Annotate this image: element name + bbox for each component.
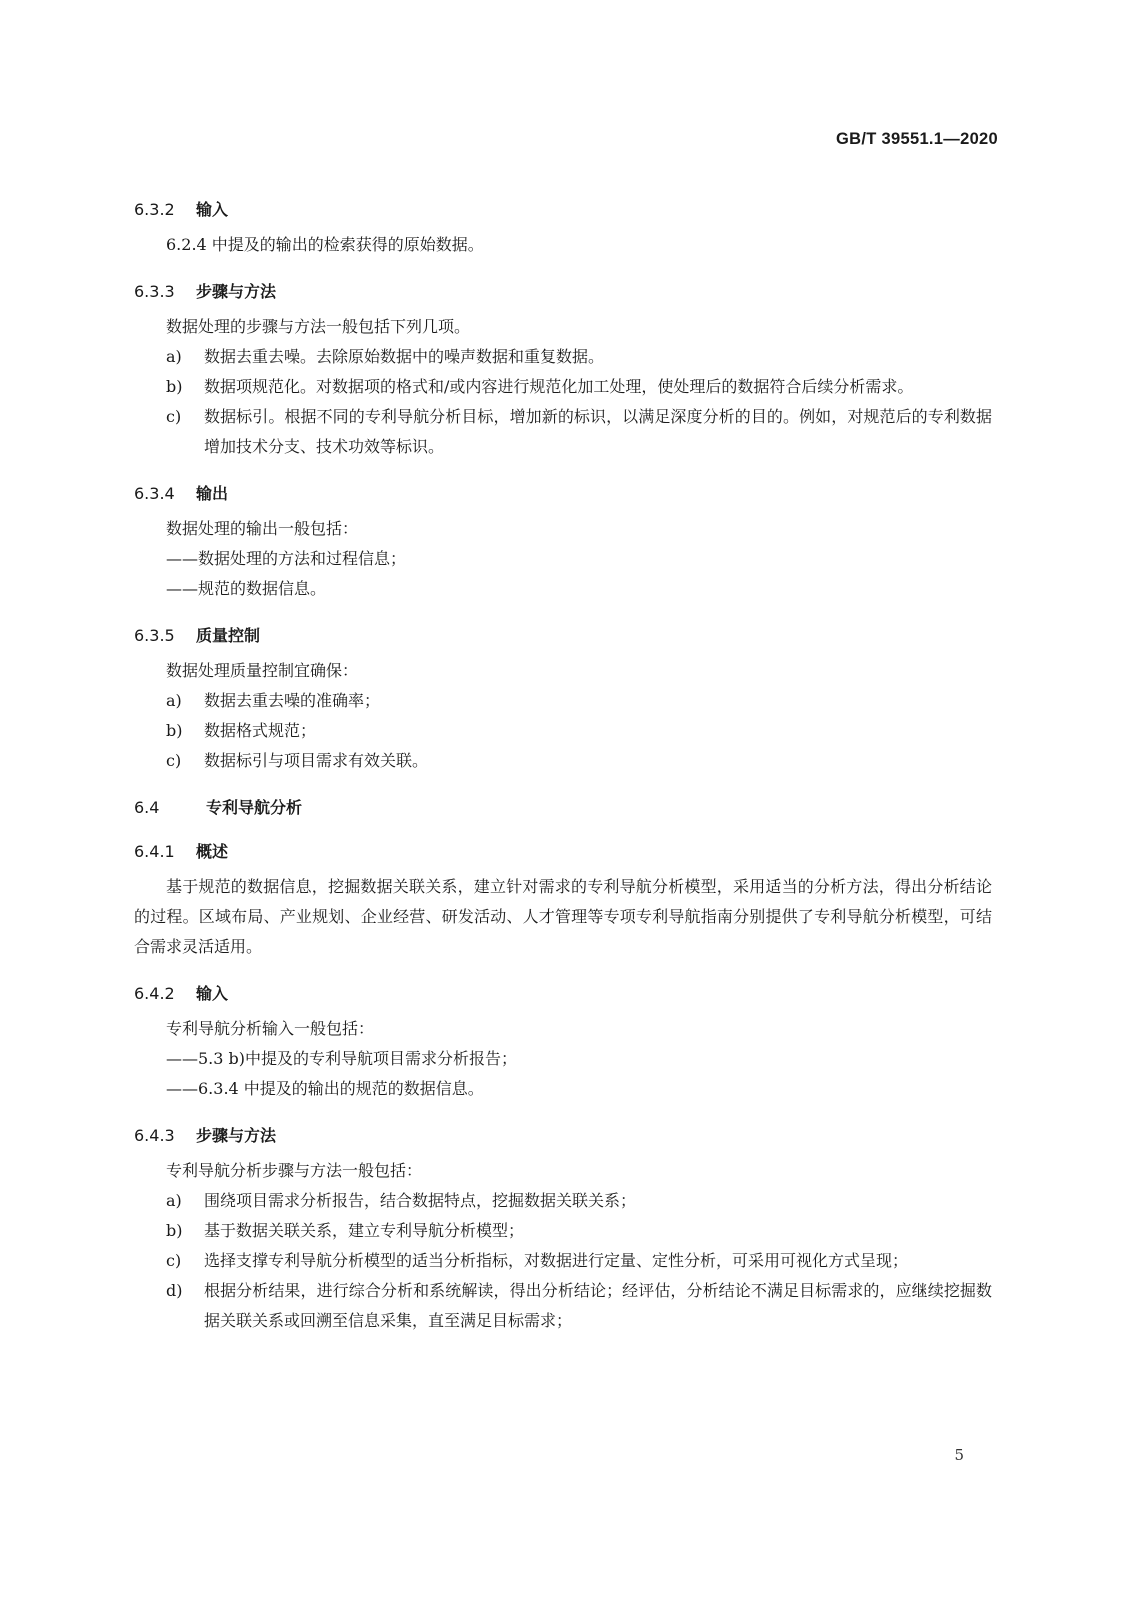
list-item [134, 686, 992, 716]
section-heading-6-3-3 [134, 280, 992, 304]
section-heading-6-3-4 [134, 482, 992, 506]
list-item [134, 716, 992, 746]
list-label: a) [166, 1191, 182, 1210]
list-item [134, 1246, 992, 1276]
section-heading-6-4 [134, 796, 992, 820]
list-item [134, 1276, 992, 1336]
dash-item: ——数据处理的方法和过程信息； [166, 549, 407, 568]
paragraph: 专利导航分析输入一般包括： [166, 1019, 375, 1038]
paragraph: 数据处理的输出一般包括： [166, 519, 359, 538]
list-label: d) [166, 1281, 183, 1300]
list-label: c) [166, 407, 182, 426]
section-heading-6-4-1 [134, 840, 992, 864]
section-number: 6.3.5 [134, 626, 175, 645]
list-text: 数据去重去噪的准确率； [204, 691, 381, 710]
section-number: 6.4.3 [134, 1126, 175, 1145]
list-label: a) [166, 691, 182, 710]
paragraph: 6.2.4 中提及的输出的检索获得的原始数据。 [166, 235, 484, 254]
section-title: 专利导航分析 [206, 798, 303, 817]
document-body [134, 192, 992, 1336]
section-number: 6.4 [134, 798, 160, 817]
paragraph: 专利导航分析步骤与方法一般包括： [166, 1161, 423, 1180]
section-title: 质量控制 [196, 626, 261, 645]
list-text: 基于数据关联关系，建立专利导航分析模型； [204, 1221, 525, 1240]
list-item [134, 746, 992, 776]
section-heading-6-3-5 [134, 624, 992, 648]
section-title: 输出 [196, 484, 229, 503]
list-text: 数据标引与项目需求有效关联。 [204, 751, 429, 770]
list-label: a) [166, 347, 182, 366]
list-label: c) [166, 1251, 182, 1270]
list-item [134, 342, 992, 372]
section-title: 输入 [196, 984, 229, 1003]
section-number: 6.3.3 [134, 282, 175, 301]
list-text: 选择支撑专利导航分析模型的适当分析指标，对数据进行定量、定性分析，可采用可视化方式呈现； [204, 1251, 909, 1270]
list-label: b) [166, 377, 183, 396]
section-number: 6.3.4 [134, 484, 175, 503]
list-label: b) [166, 721, 183, 740]
list-text: 数据项规范化。对数据项的格式和/或内容进行规范化加工处理，使处理后的数据符合后续分析需求。 [204, 377, 914, 396]
section-heading-6-4-2 [134, 982, 992, 1006]
list-text: 数据标引。根据不同的专利导航分析目标，增加新的标识，以满足深度分析的目的。例如，对规范后的专利数据增加技术分支、技术功效等标识。 [204, 407, 992, 456]
list-item [134, 1216, 992, 1246]
section-title: 步骤与方法 [196, 1126, 277, 1145]
list-item [134, 372, 992, 402]
dash-item: ——5.3 b)中提及的专利导航项目需求分析报告； [166, 1049, 518, 1068]
standard-code: GB/T 39551.1—2020 [836, 130, 998, 148]
section-title: 步骤与方法 [196, 282, 277, 301]
section-number: 6.3.2 [134, 200, 175, 219]
paragraph: 数据处理质量控制宜确保： [166, 661, 359, 680]
section-number: 6.4.2 [134, 984, 175, 1003]
section-heading-6-3-2 [134, 198, 992, 222]
list-item [134, 402, 992, 462]
dash-item: ——6.3.4 中提及的输出的规范的数据信息。 [166, 1079, 484, 1098]
paragraph: 基于规范的数据信息，挖掘数据关联关系，建立针对需求的专利导航分析模型，采用适当的分析方法，得出分析结论的过程。区域布局、产业规划、企业经营、研发活动、人才管理等专项专利导航指南分别提供了专利导航分析模型，可结合需求灵活适用。 [134, 877, 992, 956]
list-text: 数据去重去噪。去除原始数据中的噪声数据和重复数据。 [204, 347, 605, 366]
section-heading-6-4-3 [134, 1124, 992, 1148]
section-title: 概述 [196, 842, 229, 861]
section-number: 6.4.1 [134, 842, 175, 861]
list-item [134, 1186, 992, 1216]
list-label: b) [166, 1221, 183, 1240]
paragraph: 数据处理的步骤与方法一般包括下列几项。 [166, 317, 471, 336]
section-title: 输入 [196, 200, 229, 219]
dash-item: ——规范的数据信息。 [166, 579, 327, 598]
list-text: 围绕项目需求分析报告，结合数据特点，挖掘数据关联关系； [204, 1191, 637, 1210]
list-label: c) [166, 751, 182, 770]
list-text: 根据分析结果，进行综合分析和系统解读，得出分析结论；经评估，分析结论不满足目标需求的，应继续挖掘数据关联关系或回溯至信息采集，直至满足目标需求； [204, 1281, 992, 1330]
list-text: 数据格式规范； [204, 721, 317, 740]
page-number: 5 [954, 1446, 964, 1464]
